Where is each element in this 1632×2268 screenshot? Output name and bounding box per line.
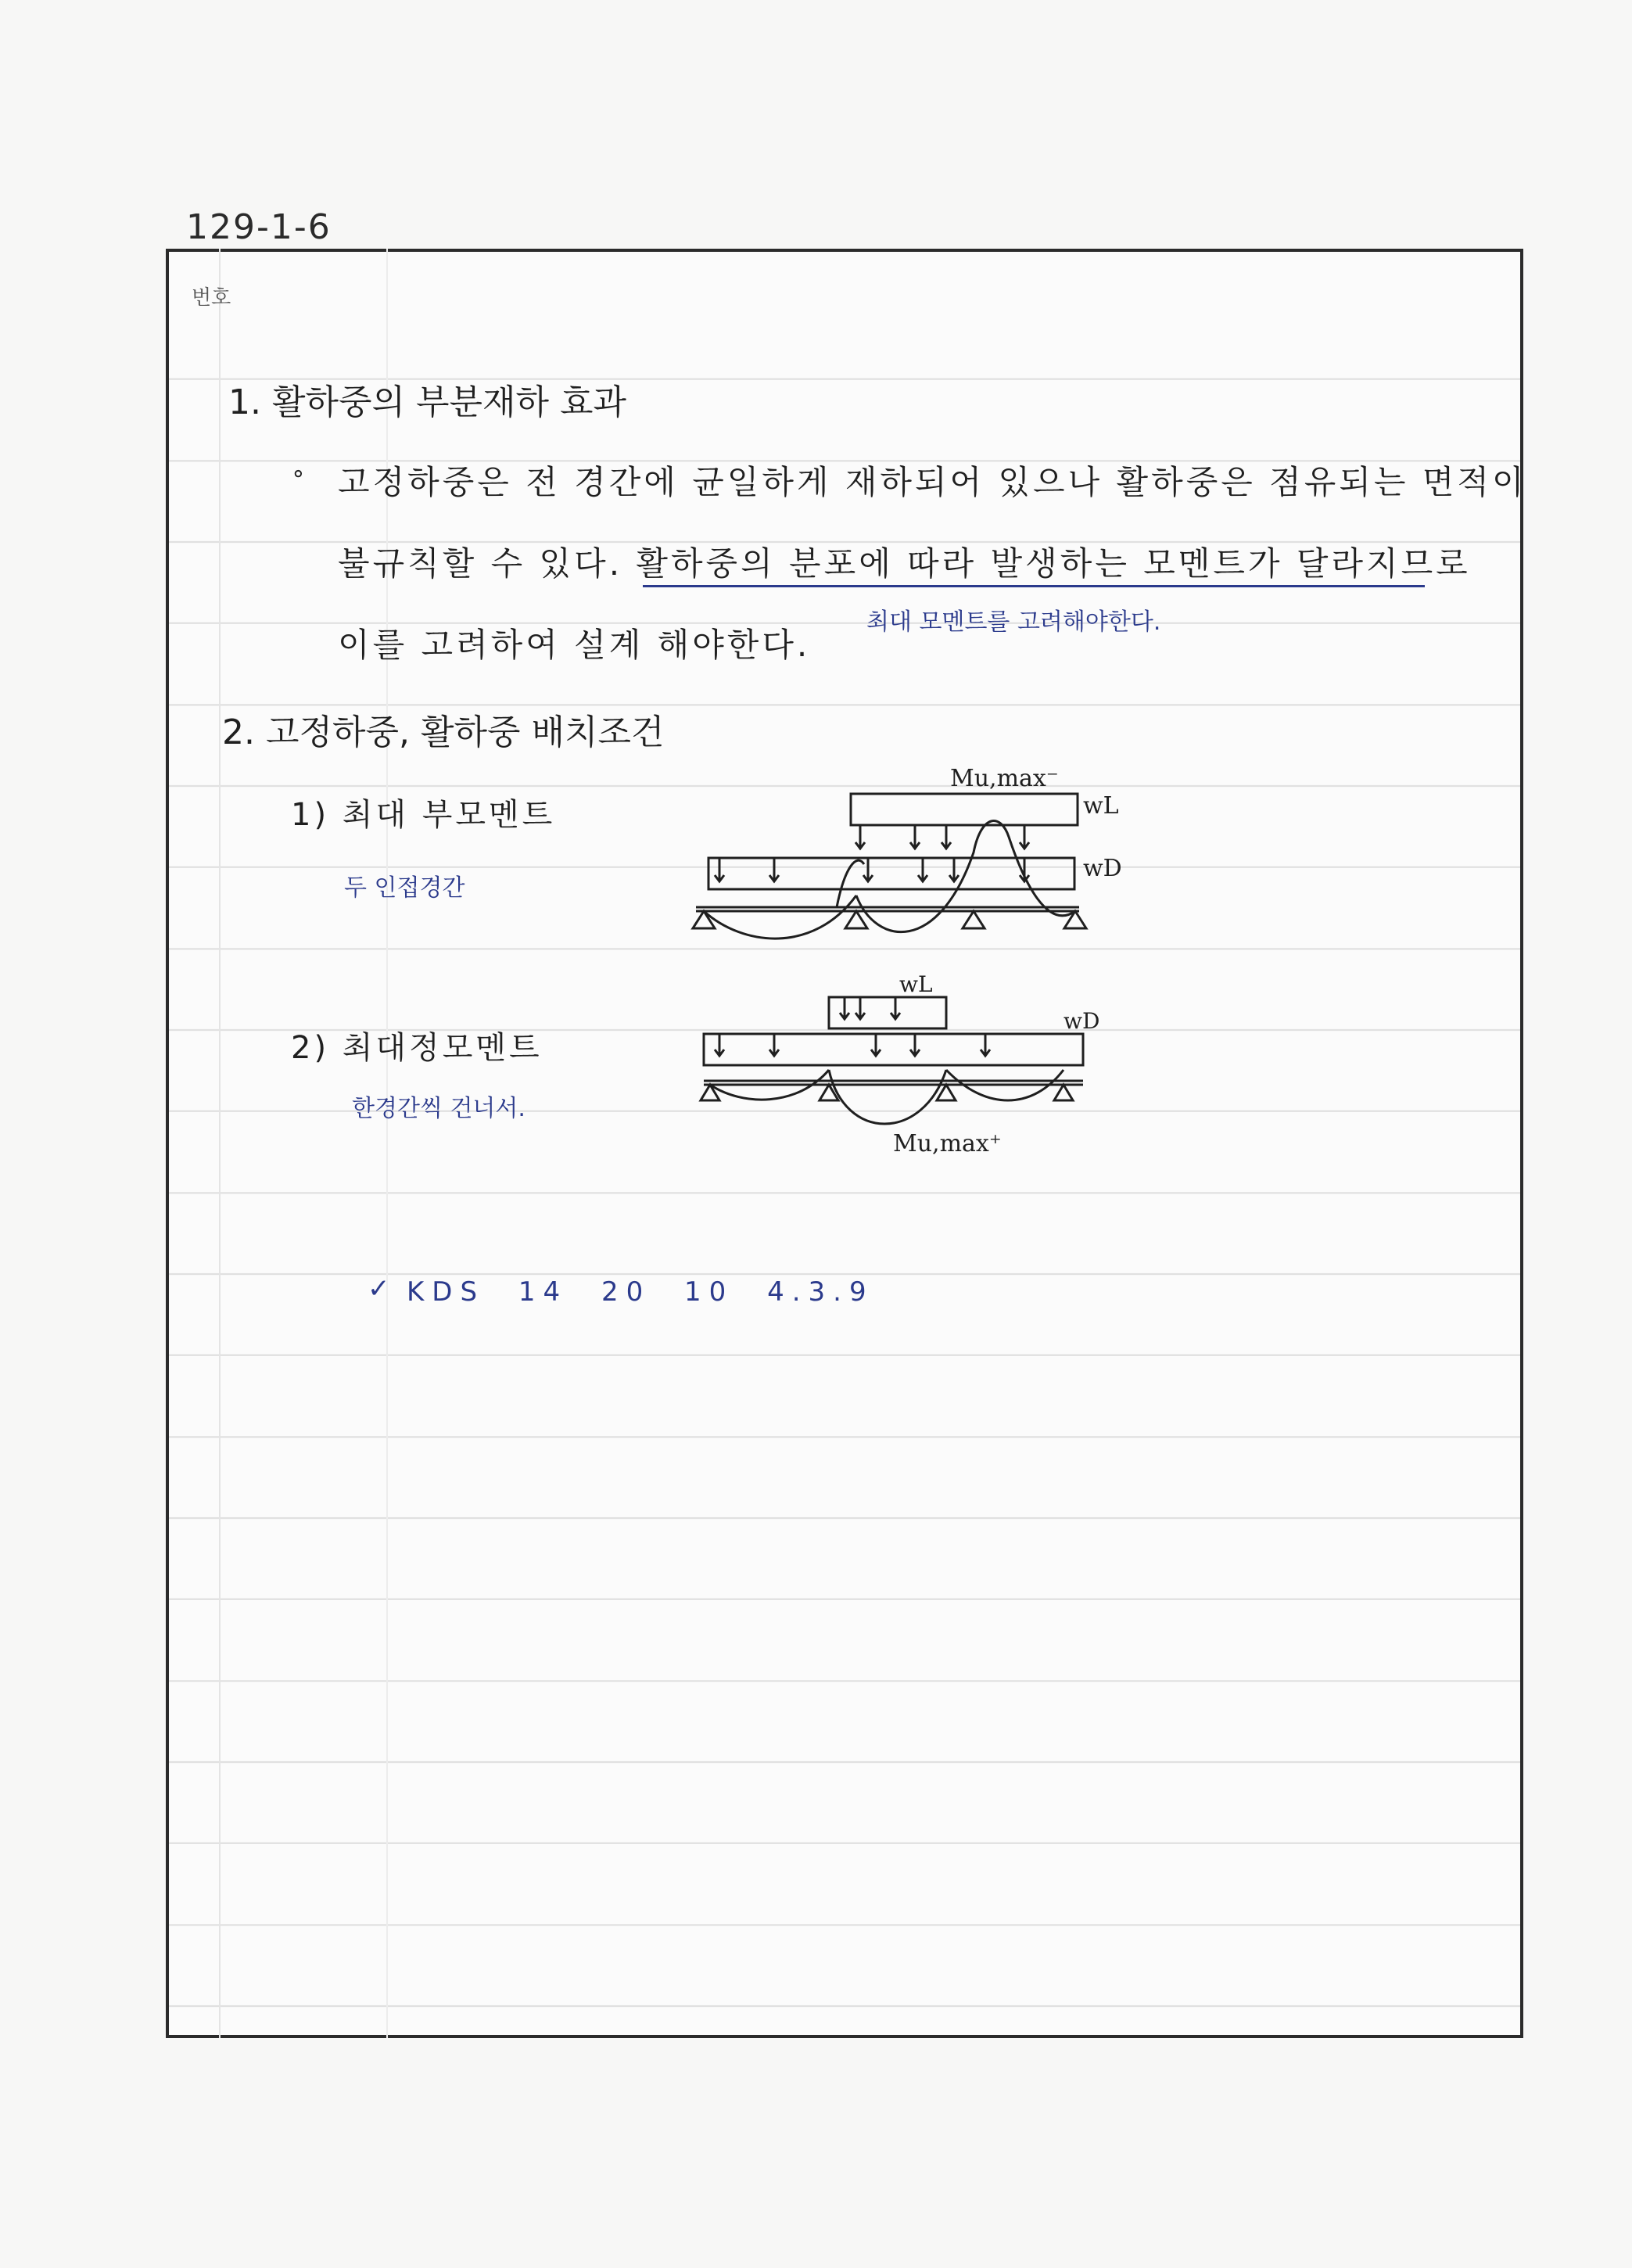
moment-label: Mu,max⁻ [950, 765, 1059, 792]
section2-heading: 2. 고정하중, 활하중 배치조건 [222, 712, 665, 752]
item2-note: 한경간씩 건너서. [352, 1095, 525, 1122]
dead-load-block [704, 1034, 1083, 1065]
bullet-icon: ∘ [291, 460, 309, 487]
margin-line-secondary [386, 249, 388, 2038]
live-load-block [851, 794, 1078, 825]
support-icon [693, 911, 715, 928]
item1-label: 1) 최대 부모멘트 [291, 797, 556, 833]
number-field-label: 번호 [192, 286, 231, 310]
live-load-block [829, 997, 946, 1028]
item2-label: 2) 최대정모멘트 [291, 1030, 543, 1066]
negative-moment-diagram [680, 751, 1122, 962]
dead-load-label: wD [1063, 1008, 1100, 1034]
live-load-label: wL [899, 971, 933, 997]
item1-note: 두 인접경간 [344, 874, 465, 902]
section1-line2: 불규칙할 수 있다. 활하중의 분포에 따라 발생하는 모멘트가 달라지므로 [338, 544, 1471, 583]
moment-curve [704, 895, 856, 938]
dead-load-block [708, 858, 1074, 889]
section1-line3: 이를 고려하여 설계 해야한다. [338, 626, 811, 664]
section1-underline [643, 585, 1425, 587]
check-icon: ✓ [368, 1273, 390, 1304]
page-id: 129-1-6 [186, 207, 332, 247]
margin-line [219, 249, 221, 2038]
live-load-label: wL [1083, 792, 1119, 820]
section1-line1: 고정하중은 전 경간에 균일하게 재하되어 있으나 활하중은 점유되는 면적이 [338, 463, 1527, 501]
moment-label: Mu,max⁺ [893, 1130, 1002, 1157]
section1-heading: 1. 활하중의 부분재하 효과 [228, 382, 626, 422]
positive-moment-diagram [688, 970, 1126, 1165]
section1-annotation: 최대 모멘트를 고려해야한다. [866, 608, 1161, 636]
reference-code: KDS 14 20 10 4.3.9 [407, 1276, 874, 1308]
dead-load-label: wD [1083, 855, 1122, 882]
support-icon [701, 1085, 719, 1100]
